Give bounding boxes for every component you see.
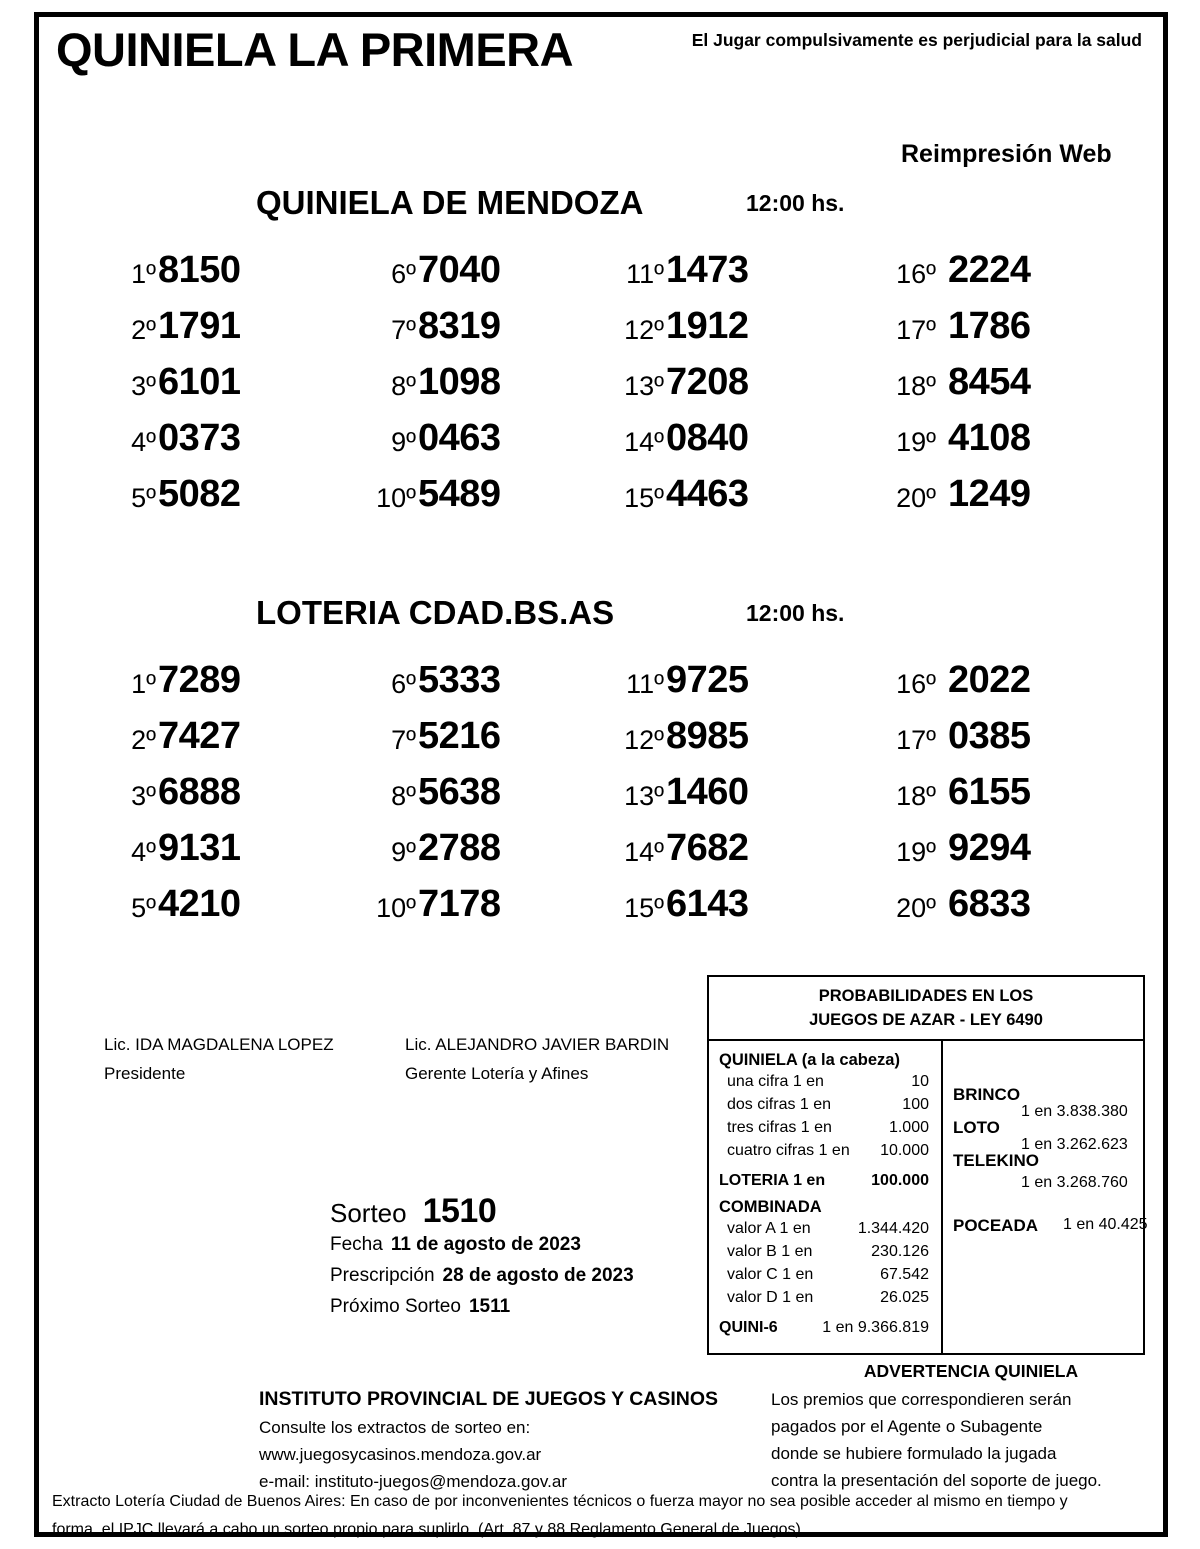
probability-value: 67.542 [880,1266,929,1283]
result-number: 0840 [666,417,749,459]
probabilities-title [709,977,1143,1041]
spacer [719,1312,941,1319]
signature-block [104,1030,724,1088]
result-number: 1473 [666,249,749,291]
draw-header [56,580,1146,640]
result-number: 1791 [158,305,241,347]
result-cell [306,352,556,408]
result-cell [56,408,306,464]
result-rank: 14º [624,427,664,457]
result-cell [556,762,824,818]
result-cell [556,818,824,874]
result-number: 6888 [158,771,241,813]
result-number: 8150 [158,249,241,291]
result-rank: 13º [624,781,664,811]
result-rank: 4º [131,427,156,457]
result-number: 1098 [418,361,501,403]
result-cell [824,296,1104,352]
result-rank: 17º [896,315,936,345]
institute-title: INSTITUTO PROVINCIAL DE JUEGOS Y CASINOS [259,1388,719,1410]
probability-label: valor B 1 en [727,1243,813,1260]
result-number: 5333 [418,659,501,701]
result-rank: 20º [896,483,936,513]
result-number: 0463 [418,417,501,459]
result-number: 1460 [666,771,749,813]
loteria-value: 100.000 [871,1172,929,1189]
result-number: 7427 [158,715,241,757]
draw-header [56,140,1146,230]
draw-time: 12:00 hs. [746,190,845,216]
result-rank: 6º [391,669,416,699]
result-cell [824,408,1104,464]
result-cell [556,874,824,930]
combinada-rows [719,1220,941,1312]
result-cell [824,706,1104,762]
quini6-label: QUINI-6 [719,1319,778,1336]
result-number: 1249 [948,473,1031,515]
prescripcion-label: Prescripción [330,1265,435,1286]
draw-section-quiniela-mendoza [56,140,1146,520]
disclaimer-block [52,1488,1152,1544]
fecha-row [330,1234,690,1265]
result-number: 4210 [158,883,241,925]
result-number: 7208 [666,361,749,403]
probabilities-body [709,1041,1148,1355]
probability-row [719,1243,941,1266]
probability-row [719,1266,941,1289]
sorteo-number: 1510 [422,1192,497,1230]
advertencia-title: ADVERTENCIA QUINIELA [863,1361,1079,1381]
result-number: 2022 [948,659,1031,701]
quiniela-heading: QUINIELA (a la cabeza) [719,1051,900,1069]
result-cell [556,352,824,408]
result-number: 8319 [418,305,501,347]
result-cell [306,762,556,818]
result-cell [56,296,306,352]
result-number: 9294 [948,827,1031,869]
result-rank: 18º [896,371,936,401]
probability-label: cuatro cifras 1 en [727,1142,850,1159]
advertencia-block [771,1358,1171,1494]
probability-row [719,1119,941,1142]
sorteo-block [330,1192,690,1327]
results-grid [56,240,1146,520]
manager-role: Gerente Lotería y Afines [405,1064,589,1083]
result-rank: 2º [131,725,156,755]
manager-name: Lic. ALEJANDRO JAVIER BARDIN [405,1035,670,1054]
result-cell [824,874,1104,930]
prescripcion-value: 28 de agosto de 2023 [442,1265,634,1286]
fecha-label: Fecha [330,1234,383,1255]
results-grid [56,650,1146,930]
result-number: 1912 [666,305,749,347]
probability-value: 26.025 [880,1289,929,1306]
quini6-value: 1 en 9.366.819 [822,1319,929,1336]
result-number: 9725 [666,659,749,701]
result-number: 5082 [158,473,241,515]
prescripcion-row [330,1265,690,1296]
result-cell [306,296,556,352]
result-rank: 3º [131,371,156,401]
probability-row [719,1289,941,1312]
advertencia-line-4: contra la presentación del soporte de juego. [771,1471,1102,1490]
fecha-value: 11 de agosto de 2023 [390,1234,581,1255]
result-number: 6833 [948,883,1031,925]
probability-label: valor A 1 en [727,1220,811,1237]
result-cell [824,352,1104,408]
probability-label: dos cifras 1 en [727,1096,832,1113]
result-cell [556,464,824,520]
result-cell [56,706,306,762]
result-number: 6143 [666,883,749,925]
result-number: 7040 [418,249,501,291]
result-cell [306,818,556,874]
game-odds: 1 en 3.838.380 [1021,1103,1128,1120]
proximo-sorteo-row [330,1296,690,1327]
probability-value: 10 [911,1073,929,1090]
result-rank: 12º [624,315,664,345]
result-number: 6155 [948,771,1031,813]
result-cell [56,650,306,706]
result-rank: 19º [896,427,936,457]
probabilities-left-column [709,1041,943,1355]
result-number: 8985 [666,715,749,757]
result-number: 4108 [948,417,1031,459]
result-rank: 5º [131,893,156,923]
result-number: 6101 [158,361,241,403]
probabilities-table [707,975,1148,1355]
result-number: 0373 [158,417,241,459]
result-cell [824,464,1104,520]
result-rank: 16º [896,259,936,289]
result-rank: 3º [131,781,156,811]
game-name: POCEADA [953,1216,1039,1235]
result-rank: 9º [391,837,416,867]
institute-email: e-mail: instituto-juegos@mendoza.gov.ar [259,1472,567,1491]
game-odds: 1 en 3.268.760 [1021,1174,1128,1191]
result-rank: 20º [896,893,936,923]
advertencia-line-3: donde se hubiere formulado la jugada [771,1444,1057,1463]
institute-block [259,1386,739,1495]
result-cell [556,296,824,352]
result-cell [824,240,1104,296]
draw-name: LOTERIA CDAD.BS.AS [256,594,615,631]
draw-time: 12:00 hs. [746,600,845,626]
result-number: 9131 [158,827,241,869]
probability-value: 100 [902,1096,929,1113]
result-cell [556,706,824,762]
result-rank: 19º [896,837,936,867]
result-rank: 6º [391,259,416,289]
result-cell [56,464,306,520]
result-cell [306,650,556,706]
result-number: 5489 [418,473,501,515]
reprint-badge: Reimpresión Web [901,140,1112,168]
probability-value: 1.344.420 [857,1220,929,1237]
result-rank: 15º [624,483,664,513]
institute-line-1: Consulte los extractos de sorteo en: [259,1418,531,1437]
result-rank: 2º [131,315,156,345]
draw-name: QUINIELA DE MENDOZA [256,184,644,221]
result-cell [306,464,556,520]
page-title: QUINIELA LA PRIMERA [56,23,574,76]
result-number: 2224 [948,249,1031,291]
result-rank: 15º [624,893,664,923]
result-cell [56,818,306,874]
result-cell [556,240,824,296]
loteria-label: LOTERIA 1 en [719,1172,826,1189]
sorteo-label: Sorteo [330,1198,407,1228]
game-name: BRINCO [953,1085,1021,1104]
probabilities-right-column [943,1041,1148,1355]
masthead [56,22,1156,80]
result-rank: 12º [624,725,664,755]
result-cell [824,818,1104,874]
result-cell [56,874,306,930]
result-rank: 11º [626,259,664,289]
signature-row [104,1059,724,1088]
result-rank: 8º [391,781,416,811]
result-rank: 7º [391,315,416,345]
result-rank: 4º [131,837,156,867]
result-number: 5216 [418,715,501,757]
result-cell [56,352,306,408]
gambling-warning: El Jugar compulsivamente es perjudicial para la salud [691,30,1142,50]
result-rank: 10º [376,483,416,513]
result-number: 8454 [948,361,1031,403]
result-cell [56,240,306,296]
game-name: LOTO [953,1118,1000,1137]
probability-value: 230.126 [871,1243,929,1260]
sorteo-heading [330,1192,690,1234]
result-rank: 9º [391,427,416,457]
probability-row [719,1220,941,1243]
probabilities-title-line1: PROBABILIDADES EN LOS [818,987,1034,1005]
result-cell [824,650,1104,706]
result-rank: 16º [896,669,936,699]
result-number: 2788 [418,827,501,869]
advertencia-line-1: Los premios que correspondieren serán [771,1390,1072,1409]
result-rank: 14º [624,837,664,867]
result-rank: 10º [376,893,416,923]
result-number: 7682 [666,827,749,869]
result-number: 4463 [666,473,749,515]
disclaimer-line-1: Extracto Lotería Ciudad de Buenos Aires: En caso de por inconvenientes técnicos o fuerza mayor no sea posible acceder al mismo en tiempo y [52,1493,1068,1510]
quiniela-rows [719,1073,941,1165]
result-cell [306,706,556,762]
result-rank: 5º [131,483,156,513]
probability-label: una cifra 1 en [727,1073,824,1090]
result-rank: 1º [131,669,156,699]
result-cell [556,650,824,706]
result-rank: 18º [896,781,936,811]
result-rank: 11º [626,669,664,699]
result-rank: 1º [131,259,156,289]
result-rank: 8º [391,371,416,401]
game-odds: 1 en 40.425 [1063,1216,1148,1233]
loteria-row [719,1172,941,1195]
result-cell [56,762,306,818]
draw-section-loteria-cdad-bsas [56,580,1146,930]
proximo-sorteo-label: Próximo Sorteo [330,1296,461,1317]
result-number: 5638 [418,771,501,813]
probability-row [719,1073,941,1096]
result-rank: 7º [391,725,416,755]
probability-label: valor C 1 en [727,1266,814,1283]
probability-row [719,1096,941,1119]
game-name: TELEKINO [953,1151,1039,1170]
result-number: 1786 [948,305,1031,347]
probability-label: tres cifras 1 en [727,1119,832,1136]
result-number: 7178 [418,883,501,925]
signature-row [104,1030,724,1059]
result-cell [306,240,556,296]
spacer [719,1165,941,1172]
probability-row [719,1142,941,1165]
game-odds: 1 en 3.262.623 [1021,1136,1128,1153]
probability-value: 1.000 [888,1119,929,1136]
probabilities-title-line2: JUEGOS DE AZAR - LEY 6490 [809,1011,1043,1029]
president-name: Lic. IDA MAGDALENA LOPEZ [104,1035,334,1054]
probability-label: valor D 1 en [727,1289,814,1306]
institute-website: www.juegosycasinos.mendoza.gov.ar [259,1445,542,1464]
result-cell [306,874,556,930]
combinada-heading: COMBINADA [719,1198,822,1216]
result-cell [556,408,824,464]
result-number: 0385 [948,715,1031,757]
result-rank: 13º [624,371,664,401]
probability-value: 10.000 [880,1142,929,1159]
result-number: 7289 [158,659,241,701]
proximo-sorteo-value: 1511 [468,1296,511,1317]
result-cell [824,762,1104,818]
disclaimer-line-2: forma, el IPJC llevará a cabo un sorteo propio para suplirlo. (Art. 87 y 88 Reglamento General de Juegos) [52,1521,801,1538]
result-cell [306,408,556,464]
result-rank: 17º [896,725,936,755]
quini6-row [719,1319,941,1342]
president-role: Presidente [104,1064,186,1083]
advertencia-line-2: pagados por el Agente o Subagente [771,1417,1043,1436]
